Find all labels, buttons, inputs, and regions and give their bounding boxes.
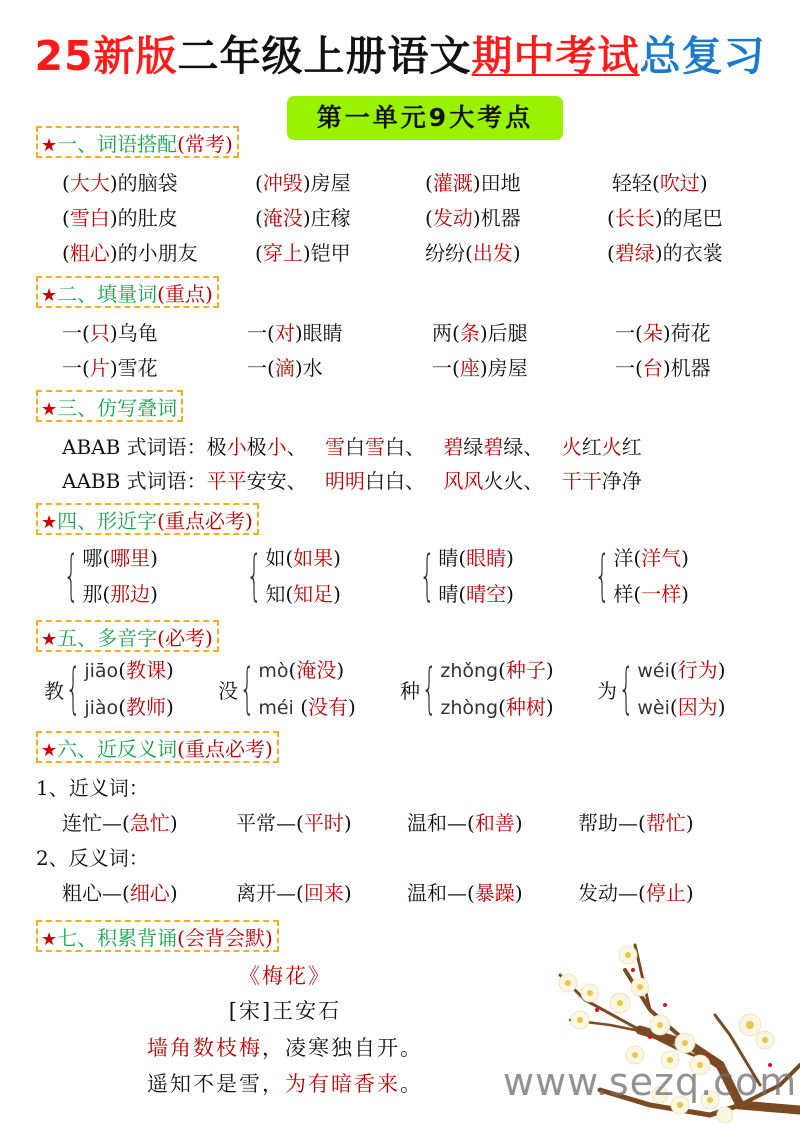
answer: 穿上 [262,241,303,265]
text: ) [343,811,352,835]
section-title: 二、填量词 [57,282,158,306]
aabb-label: AABB 式词语： [62,469,207,493]
unit-banner: 第一单元9大考点 [287,96,563,140]
list-item [255,168,351,198]
text: ) [333,582,341,606]
char: 睛 [438,546,459,570]
text: ) [685,811,694,835]
section-tag: (常考) [177,132,233,156]
answer: 行为 [677,658,718,682]
answer: 冲毁 [262,171,303,195]
section-tag: (必考) [157,626,213,650]
text: ( [633,582,642,606]
text: ( [498,695,506,719]
answer: 细心 [129,881,170,905]
list-item [62,203,178,233]
pinyin: méi [258,697,294,719]
text: ) [545,695,554,719]
text: ) [166,658,174,682]
list-item [255,238,351,268]
section-tag: (重点必考) [177,737,273,761]
text: 白 [345,435,365,459]
star-icon: ★ [41,740,58,761]
section-header-5 [36,620,219,652]
answer: 滴 [274,356,295,380]
brace-icon: { [618,657,634,720]
brace-icon: { [421,657,437,720]
abab-label: ABAB 式词语： [62,435,207,459]
text: 、 [405,469,425,493]
text: 一( [62,321,90,345]
text: 温和—( [407,811,475,835]
text: ) [514,811,523,835]
text: 净净 [601,469,642,493]
text: ( [255,206,263,230]
page-title [0,28,800,84]
text: 纷纷( [425,241,473,265]
brace-icon: { [239,657,255,720]
answer: 灌溉 [432,171,473,195]
text: ) [685,881,694,905]
answer: 急忙 [129,811,170,835]
text: ( [102,546,111,570]
answer: 没有 [308,695,349,719]
text: )荷花 [662,321,711,345]
section-title: 四、形近字 [57,509,158,533]
text: 帮助—( [578,811,646,835]
answer: 吹过 [659,171,700,195]
answer: 条 [459,321,480,345]
section-header-1 [36,126,239,158]
text: ( [255,241,263,265]
list-item [84,652,173,689]
text: )雪花 [109,356,158,380]
list-item [425,203,521,233]
text: )水 [294,356,323,380]
star-icon: ★ [41,135,58,156]
star-icon: ★ [41,929,58,950]
section-tag: (重点必考) [157,509,253,533]
text: ( [669,695,678,719]
answer: 干干 [561,469,602,493]
answer: 粗心 [69,241,110,265]
answer: 雪白 [69,206,110,230]
text: 平常—( [236,811,304,835]
text: )机器 [662,356,711,380]
answer: 回来 [303,881,344,905]
text: 一( [247,356,275,380]
text: 遥知不是雪， [147,1072,285,1096]
char: 样 [613,582,634,606]
answer: 长长 [614,206,655,230]
list-item [247,318,343,348]
text: 、 [523,435,544,459]
list-item [255,203,351,233]
star-icon: ★ [41,512,58,533]
pinyin: zhǒng [440,660,499,682]
text: 、 [286,435,307,459]
title-part-exam: 期中考试 [471,32,640,80]
text: )田地 [472,171,521,195]
list-item [607,203,723,233]
text: 绿 [503,435,524,459]
section-header-3 [36,390,183,422]
title-part-grade: 二年级上册语文 [177,32,472,80]
synonym-row [0,808,800,838]
star-icon: ★ [41,285,58,306]
section-title: 七、积累背诵 [57,926,178,950]
char: 晴 [438,582,459,606]
answer: 眼睛 [466,546,507,570]
measure-word-grid [0,318,800,388]
similar-char-group [418,540,514,612]
char: 那 [82,582,103,606]
pinyin: zhòng [440,697,499,719]
list-item [637,652,725,689]
text: ) [545,658,554,682]
answer: 晴空 [466,582,507,606]
text: 红 [581,435,602,459]
polyphone-group [44,652,174,726]
brace-icon: { [594,544,610,607]
char: 知 [265,582,286,606]
list-item [236,808,352,838]
answer: 平平 [206,469,247,493]
section-header-2 [36,276,219,308]
text: ( [498,658,506,682]
section-header-4 [36,503,259,535]
polyphone-group [218,652,356,726]
answer: 朵 [642,321,663,345]
text: ( [118,695,126,719]
list-item [607,238,723,268]
answer: 和善 [474,811,515,835]
list-item [637,689,725,726]
text: ) [343,881,352,905]
answer: 碧 [483,435,504,459]
answer: 教师 [126,695,166,719]
text: ) [512,241,521,265]
title-part-review: 总复习 [639,32,766,80]
text: ) [150,546,158,570]
text: ( [607,241,615,265]
section-tag: (重点) [157,282,213,306]
text: )的尾巴 [654,206,723,230]
text: ) [336,658,345,682]
star-icon: ★ [41,629,58,650]
synonym-label: 1、近义词： [36,776,149,800]
antonym-row [0,878,800,908]
text: )铠甲 [302,241,351,265]
answer: 台 [642,356,663,380]
text: ( [607,206,615,230]
pinyin: jiāo [84,660,119,682]
list-item [407,808,523,838]
text: ) [169,811,178,835]
text: 一( [615,356,643,380]
answer: 洋气 [641,546,682,570]
text: 连忙—( [62,811,130,835]
pinyin: jiào [84,697,119,719]
text: ( [425,171,433,195]
answer: 只 [89,321,110,345]
aabb-row [62,466,642,496]
list-item [438,576,514,612]
list-item [82,576,158,612]
text: 极 [206,435,227,459]
answer: 雪 [325,435,345,459]
list-item [236,878,352,908]
char: 为 [597,678,617,703]
text: 两( [432,321,460,345]
list-item [432,318,528,348]
abab-row [62,432,642,462]
text: ( [62,171,70,195]
list-item [578,878,694,908]
text: ( [288,658,297,682]
similar-char-group [245,540,341,612]
section-title: 六、近反义词 [57,737,178,761]
answer: 座 [459,356,480,380]
text: ) [333,546,341,570]
text: )机器 [472,206,521,230]
list-item [62,808,178,838]
list-item [613,540,689,576]
similar-char-group [62,540,158,612]
text: 、 [286,469,307,493]
list-item [265,576,341,612]
text: 离开—( [236,881,304,905]
brace-icon: { [65,657,81,720]
answer: 种树 [505,695,546,719]
text: ( [669,658,678,682]
star-icon: ★ [41,399,58,420]
char: 哪 [82,546,103,570]
text: 、 [523,469,544,493]
answer: 那边 [110,582,151,606]
answer: 火 [561,435,582,459]
char: 没 [218,678,238,703]
list-item [258,652,355,689]
list-item [84,689,173,726]
text: 白白 [365,469,405,493]
text: ) [348,695,356,719]
text: )的小朋友 [109,241,198,265]
answer: 淹没 [262,206,303,230]
answer: 大大 [69,171,110,195]
text: 墙角数枝梅 [147,1036,262,1060]
text: )的衣裳 [654,241,723,265]
answer: 小 [266,435,287,459]
section-title: 一、词语搭配 [57,132,178,156]
text: ( [62,206,70,230]
answer: 哪里 [110,546,151,570]
answer: 碧绿 [614,241,655,265]
list-item [432,353,528,383]
list-item [62,353,158,383]
text: 一( [615,321,643,345]
list-item [62,238,198,268]
section-header-7 [36,920,279,952]
list-item [62,318,158,348]
text: ) [699,171,708,195]
list-item [62,168,178,198]
text: 一( [62,356,90,380]
text: ( [458,546,467,570]
answer: 明明 [325,469,365,493]
answer: 帮忙 [645,811,686,835]
text: ) [681,582,689,606]
text: 红 [621,435,642,459]
text: ( [118,658,126,682]
answer: 教课 [126,658,166,682]
text: 一( [247,321,275,345]
text: ) [166,695,174,719]
list-item [615,353,711,383]
section-title: 五、多音字 [57,626,158,650]
answer: 风风 [443,469,484,493]
title-part-edition: 25新版 [34,32,178,80]
text: 温和—( [407,881,475,905]
text: )房屋 [479,356,528,380]
text: ( [285,546,294,570]
text: ( [458,582,467,606]
text: 粗心—( [62,881,130,905]
list-item [440,689,553,726]
text: ( [633,546,642,570]
char: 洋 [613,546,634,570]
poem-line-1 [0,1032,570,1062]
answer: 停止 [645,881,686,905]
text: )庄稼 [302,206,351,230]
section-title: 三、仿写叠词 [57,396,178,420]
char: 教 [44,678,64,703]
list-item [612,168,708,198]
poem-author: [宋]王安石 [228,999,342,1023]
list-item [258,689,355,726]
text: 为有暗香来 [285,1072,400,1096]
text: ( [255,171,263,195]
text: 、 [405,435,425,459]
answer: 出发 [472,241,513,265]
text: 极 [246,435,267,459]
text: )后腿 [479,321,528,345]
polyphone-group [597,652,726,726]
similar-char-group [593,540,689,612]
text: )眼睛 [294,321,343,345]
polyphone-group [400,652,554,726]
text: ( [62,241,70,265]
answer: 因为 [677,695,718,719]
answer: 发动 [432,206,473,230]
answer: 暴躁 [474,881,515,905]
word-pairing-grid [0,168,800,273]
list-item [62,878,178,908]
text: )的脑袋 [109,171,178,195]
pinyin: mò [258,660,289,682]
text: ( [102,582,111,606]
pinyin: wèi [637,697,670,719]
brace-icon: { [246,544,262,607]
text: 一( [432,356,460,380]
answer: 平时 [303,811,344,835]
watermark: www.sezq.com [503,1060,798,1104]
poem-title: 《梅花》 [239,964,331,988]
text: ( [293,695,309,719]
text: ( [425,206,433,230]
pinyin: wéi [637,660,670,682]
text: 轻轻( [612,171,660,195]
text: 白 [385,435,405,459]
answer: 一样 [641,582,682,606]
poem-line-2 [0,1068,570,1098]
answer: 小 [226,435,247,459]
text: ) [506,582,514,606]
list-item [265,540,341,576]
text: 安安 [246,469,287,493]
list-item [440,652,553,689]
list-item [615,318,711,348]
text: 火火 [483,469,524,493]
text: ) [169,881,178,905]
text: ( [285,582,294,606]
brace-icon: { [419,544,435,607]
answer: 如果 [293,546,334,570]
list-item [82,540,158,576]
list-item [425,168,521,198]
text: 绿 [463,435,484,459]
answer: 对 [274,321,295,345]
text: ) [681,546,689,570]
text: ) [150,582,158,606]
brace-icon: { [63,544,79,607]
text: ，凌寒独自开。 [262,1036,423,1060]
text: ) [506,546,514,570]
section-tag: (会背会默) [177,926,273,950]
answer: 淹没 [296,658,337,682]
text: 。 [400,1072,423,1096]
char: 种 [400,678,420,703]
list-item [578,808,694,838]
answer: 碧 [443,435,464,459]
text: ) [717,695,726,719]
answer: 种子 [505,658,546,682]
list-item [438,540,514,576]
answer: 雪 [365,435,385,459]
answer: 火 [601,435,622,459]
text: )的肚皮 [109,206,178,230]
text: ) [514,881,523,905]
list-item [425,238,521,268]
text: )房屋 [302,171,351,195]
list-item [247,353,323,383]
list-item [613,576,689,612]
section-header-6 [36,731,279,763]
list-item [407,878,523,908]
answer: 片 [89,356,110,380]
char: 如 [265,546,286,570]
answer: 知足 [293,582,334,606]
text: ) [717,658,726,682]
antonym-label: 2、反义词： [36,846,149,870]
text: )乌龟 [109,321,158,345]
text: 发动—( [578,881,646,905]
